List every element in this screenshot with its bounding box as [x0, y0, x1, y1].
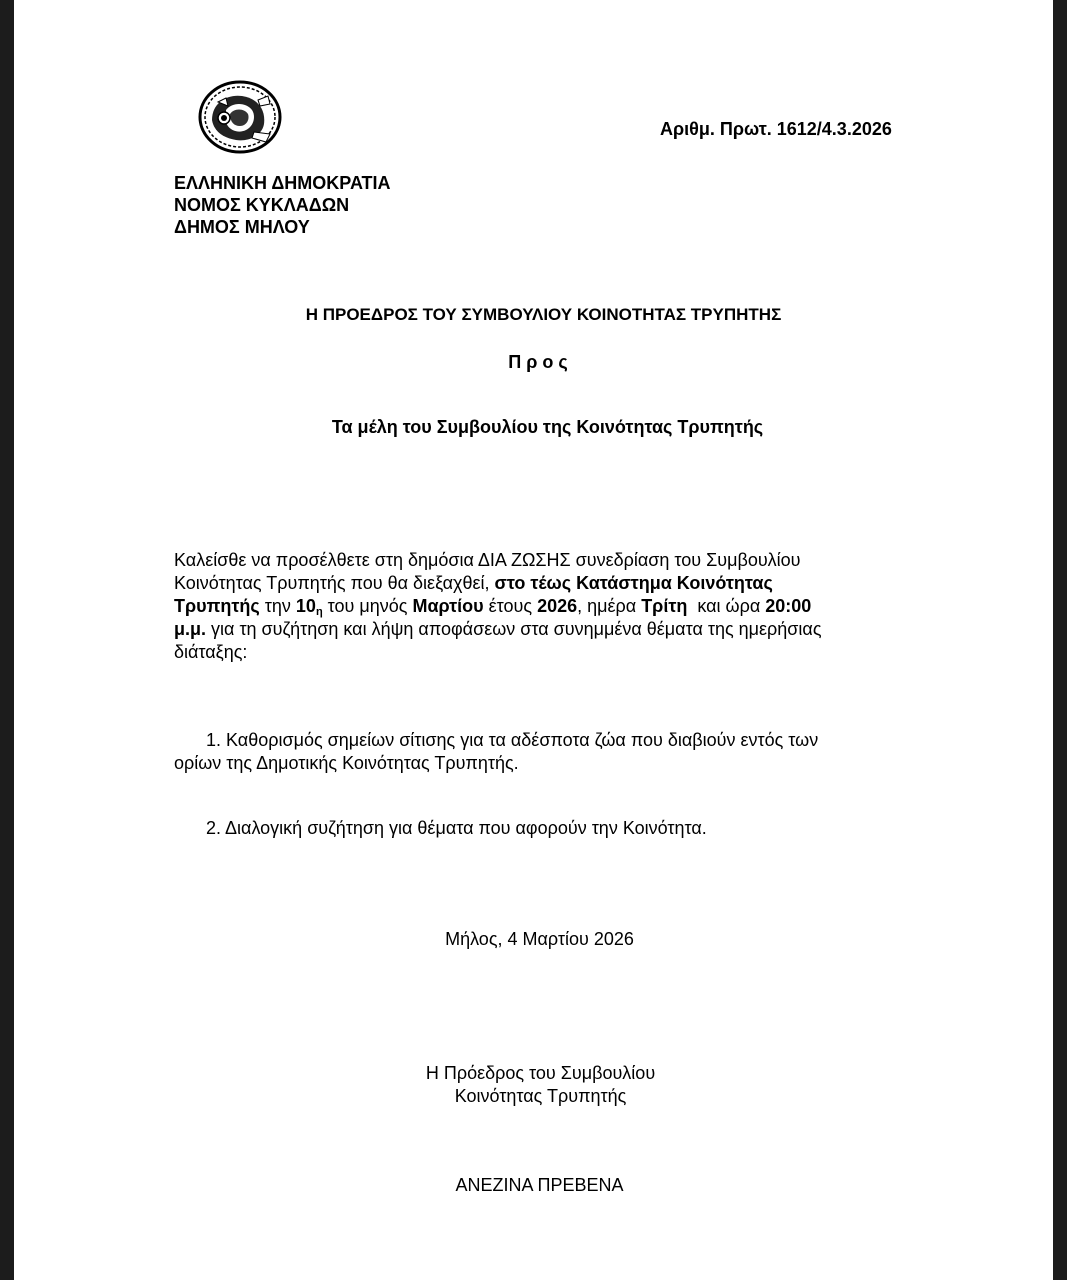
agenda-item-1-line-1: 1. Καθορισμός σημείων σίτισης για τα αδέσποτα ζώα που διαβιούν εντός των — [206, 730, 819, 750]
invitation-line-3 — [174, 595, 884, 618]
issuer-block — [174, 172, 390, 238]
meeting-day: 10 — [295, 596, 316, 616]
coin-emblem-logo — [198, 80, 282, 154]
invitation-text: την — [259, 596, 296, 616]
venue-bold: στο τέως Κατάστημα Κοινότητας — [494, 573, 773, 593]
invitation-text: και ώρα — [687, 596, 766, 616]
recipients-line: Τα μέλη του Συμβουλίου της Κοινότητας Τρυπητής — [331, 417, 764, 437]
time-suffix: μ.μ. — [174, 619, 207, 639]
meeting-time: 20:00 — [765, 596, 812, 616]
place-date: Μήλος, 4 Μαρτίου 2026 — [445, 929, 634, 949]
signature-role-line-2: Κοινότητας Τρυπητής — [454, 1086, 627, 1106]
to-label: Προς — [508, 352, 573, 372]
venue-continued: Τρυπητής — [174, 596, 260, 616]
agenda-item-1-line-2: ορίων της Δημοτικής Κοινότητας Τρυπητής. — [174, 753, 519, 773]
signature-role-line-1: Η Πρόεδρος του Συμβουλίου — [425, 1063, 656, 1083]
agenda-item-1 — [174, 729, 894, 775]
protocol-number: Αριθμ. Πρωτ. 1612/4.3.2026 — [660, 119, 892, 139]
invitation-text: για τη συζήτηση και λήψη αποφάσεων στα συνημμένα θέματα της ημερήσιας — [206, 619, 822, 639]
invitation-line-1: Καλείσθε να προσέλθετε στη δημόσια ΔΙΑ ΖΩΣΗΣ συνεδρίαση του Συμβουλίου — [174, 550, 801, 570]
issuer-line-republic: ΕΛΛΗΝΙΚΗ ΔΗΜΟΚΡΑΤΙΑ — [174, 173, 391, 193]
signer-name: ΑΝΕΖΙΝΑ ΠΡΕΒΕΝΑ — [455, 1175, 624, 1195]
invitation-line-4 — [174, 618, 884, 641]
invitation-text: , ημέρα — [577, 596, 642, 616]
meeting-month: Μαρτίου — [412, 596, 484, 616]
invitation-text: Κοινότητας Τρυπητής που θα διεξαχθεί, — [174, 573, 495, 593]
issuer-line-municipality: ΔΗΜΟΣ ΜΗΛΟΥ — [174, 217, 310, 237]
meeting-year: 2026 — [537, 596, 578, 616]
issuer-line-prefecture: ΝΟΜΟΣ ΚΥΚΛΑΔΩΝ — [174, 195, 350, 215]
day-ordinal-suffix: η — [315, 606, 323, 618]
agenda-item-2: 2. Διαλογική συζήτηση για θέματα που αφορούν την Κοινότητα. — [206, 818, 707, 838]
invitation-paragraph — [174, 549, 884, 664]
meeting-weekday: Τρίτη — [641, 596, 688, 616]
invitation-text: έτους — [483, 596, 538, 616]
invitation-line-5: διάταξης: — [174, 642, 248, 662]
invitation-text: του μηνός — [322, 596, 413, 616]
document-title: Η ΠΡΟΕΔΡΟΣ ΤΟΥ ΣΥΜΒΟΥΛΙΟΥ ΚΟΙΝΟΤΗΤΑΣ ΤΡΥΠΗΤΗΣ — [305, 305, 782, 324]
invitation-line-2 — [174, 572, 884, 595]
